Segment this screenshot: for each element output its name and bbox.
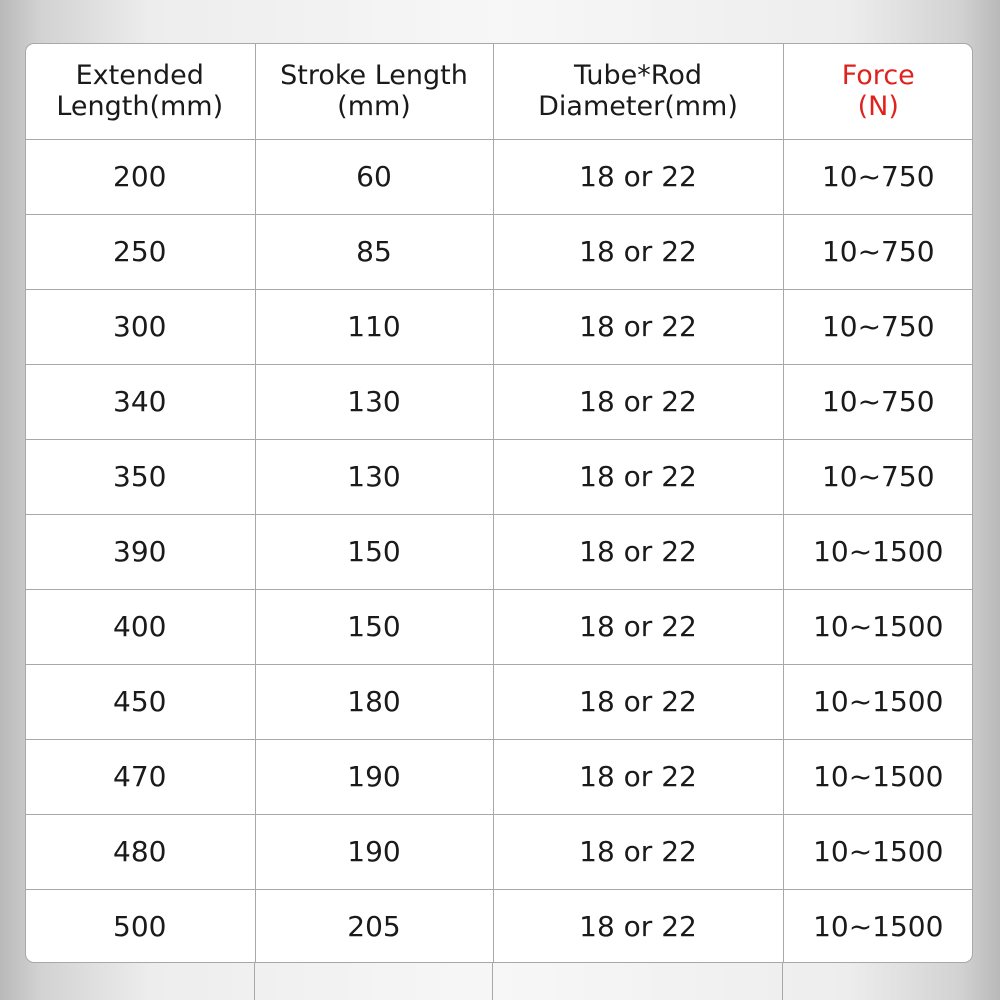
cell-extended-length: 390 bbox=[25, 514, 255, 589]
table-row bbox=[25, 514, 973, 589]
cell-stroke-length: 60 bbox=[255, 139, 493, 214]
header-text: Length(mm) bbox=[56, 90, 224, 122]
table-body bbox=[25, 139, 973, 963]
table-row bbox=[25, 364, 973, 439]
cell-tube-rod-diameter: 18 or 22 bbox=[493, 889, 783, 963]
table-row bbox=[25, 139, 973, 214]
cell-force: 10~1500 bbox=[783, 664, 973, 739]
cell-stroke-length: 205 bbox=[255, 889, 493, 963]
table-row bbox=[25, 289, 973, 364]
header-force bbox=[783, 43, 973, 139]
cell-extended-length: 500 bbox=[25, 889, 255, 963]
header-stroke-length bbox=[255, 43, 493, 139]
column-divider bbox=[492, 963, 493, 1000]
cell-tube-rod-diameter: 18 or 22 bbox=[493, 289, 783, 364]
cell-tube-rod-diameter: 18 or 22 bbox=[493, 139, 783, 214]
cell-stroke-length: 85 bbox=[255, 214, 493, 289]
cell-force: 10~750 bbox=[783, 364, 973, 439]
cell-stroke-length: 190 bbox=[255, 814, 493, 889]
cell-stroke-length: 190 bbox=[255, 739, 493, 814]
table-row bbox=[25, 889, 973, 963]
table-row bbox=[25, 739, 973, 814]
column-divider bbox=[782, 963, 783, 1000]
cell-force: 10~750 bbox=[783, 139, 973, 214]
cell-tube-rod-diameter: 18 or 22 bbox=[493, 439, 783, 514]
cell-force: 10~1500 bbox=[783, 739, 973, 814]
header-text: Extended bbox=[75, 59, 204, 91]
table-row bbox=[25, 589, 973, 664]
cell-extended-length: 450 bbox=[25, 664, 255, 739]
cell-force: 10~1500 bbox=[783, 814, 973, 889]
cell-extended-length: 480 bbox=[25, 814, 255, 889]
cell-force: 10~1500 bbox=[813, 910, 944, 944]
cell-extended-length: 200 bbox=[25, 139, 255, 214]
cell-stroke-length: 150 bbox=[255, 514, 493, 589]
header-text: (N) bbox=[857, 90, 899, 122]
cell-stroke-length: 130 bbox=[255, 364, 493, 439]
header-text: Force bbox=[841, 59, 915, 91]
cell-stroke-length: 150 bbox=[255, 589, 493, 664]
table-row bbox=[25, 439, 973, 514]
cell-extended-length: 400 bbox=[25, 589, 255, 664]
table-row bbox=[25, 814, 973, 889]
header-row bbox=[25, 43, 973, 139]
cell-force: 10~750 bbox=[783, 214, 973, 289]
spec-table-card bbox=[25, 43, 973, 963]
header-tube-rod-diameter bbox=[493, 43, 783, 139]
header-extended-length bbox=[25, 43, 255, 139]
cell-tube-rod-diameter: 18 or 22 bbox=[493, 514, 783, 589]
column-divider bbox=[254, 963, 255, 1000]
cell-force: 10~750 bbox=[783, 439, 973, 514]
table-row bbox=[25, 214, 973, 289]
cell-force: 10~1500 bbox=[783, 514, 973, 589]
cell-tube-rod-diameter: 18 or 22 bbox=[493, 664, 783, 739]
cell-extended-length: 340 bbox=[25, 364, 255, 439]
cell-tube-rod-diameter: 18 or 22 bbox=[493, 214, 783, 289]
cell-stroke-length: 130 bbox=[255, 439, 493, 514]
header-text: Diameter(mm) bbox=[538, 90, 738, 122]
cell-tube-rod-diameter: 18 or 22 bbox=[493, 364, 783, 439]
cell-tube-rod-diameter: 18 or 22 bbox=[493, 814, 783, 889]
cell-stroke-length: 110 bbox=[255, 289, 493, 364]
cell-force: 10~1500 bbox=[783, 589, 973, 664]
cell-stroke-length: 180 bbox=[255, 664, 493, 739]
header-text: Stroke Length bbox=[280, 59, 468, 91]
cell-extended-length: 470 bbox=[25, 739, 255, 814]
cell-extended-length: 250 bbox=[25, 214, 255, 289]
cell-force: 10~750 bbox=[783, 289, 973, 364]
spec-table bbox=[25, 43, 973, 963]
cell-tube-rod-diameter: 18 or 22 bbox=[493, 589, 783, 664]
header-text: (mm) bbox=[337, 90, 411, 122]
cell-tube-rod-diameter: 18 or 22 bbox=[493, 739, 783, 814]
table-row bbox=[25, 664, 973, 739]
cell-extended-length: 350 bbox=[25, 439, 255, 514]
header-text: Tube*Rod bbox=[574, 59, 702, 91]
cell-extended-length: 300 bbox=[25, 289, 255, 364]
